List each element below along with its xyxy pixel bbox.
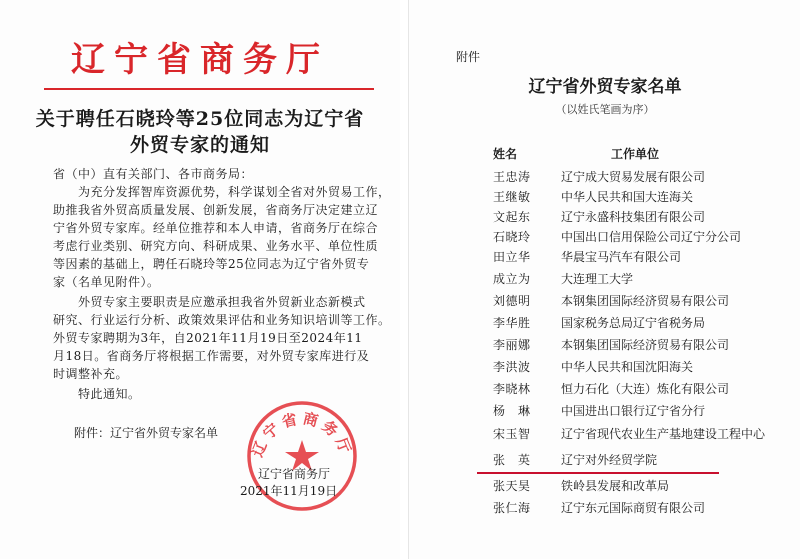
column-header-name: 姓名: [493, 147, 518, 161]
expert-row-highlighted: [409, 451, 800, 471]
expert-row: [409, 402, 800, 422]
letterhead: 辽宁省商务厅: [71, 40, 329, 80]
notice-body-line: 等因素的基础上，聘任石晓玲等25位同志为辽宁省外贸专: [53, 257, 370, 271]
expert-unit: 中国进出口银行辽宁省分行: [561, 404, 706, 418]
expert-unit: 铁岭县发展和改革局: [561, 479, 670, 493]
expert-name: 李晓林: [493, 382, 531, 396]
seal-text: 辽宁省商务厅: [248, 409, 356, 460]
expert-name: 杨 琳: [493, 404, 531, 418]
expert-name: 石晓玲: [493, 230, 531, 244]
expert-unit: 辽宁成大贸易发展有限公司: [561, 170, 706, 184]
notice-body-line: 宁省外贸专家库。经单位推荐和本人申请，省商务厅在综合: [53, 221, 379, 235]
highlight-underline: [477, 472, 719, 474]
expert-name: 张天昊: [493, 479, 531, 493]
notice-body-line: 考虑行业类别、研究方向、科研成果、业务水平、单位性质: [53, 239, 379, 253]
expert-row: [409, 477, 800, 497]
expert-unit: 华晨宝马汽车有限公司: [561, 250, 682, 264]
expert-row: [409, 168, 800, 188]
expert-unit: 恒力石化（大连）炼化有限公司: [561, 382, 730, 396]
notice-title-line-1: 关于聘任石晓玲等25位同志为辽宁省: [35, 108, 365, 130]
expert-row: [409, 314, 800, 334]
expert-name: 刘德明: [493, 294, 531, 308]
expert-row: [409, 380, 800, 400]
expert-row: [409, 248, 800, 268]
notice-title-line-2: 外贸专家的通知: [129, 134, 270, 156]
letterhead-divider: [44, 88, 374, 90]
expert-unit: 本钢集团国际经济贸易有限公司: [561, 294, 730, 308]
expert-unit: 辽宁永盛科技集团有限公司: [561, 210, 706, 224]
notice-body-line: 时调整补充。: [53, 367, 129, 381]
expert-unit: 本钢集团国际经济贸易有限公司: [561, 338, 730, 352]
notice-body-line: 特此通知。: [53, 387, 141, 401]
expert-unit: 辽宁对外经贸学院: [561, 453, 658, 467]
expert-name: 李丽娜: [493, 338, 531, 352]
expert-row: [409, 425, 800, 445]
notice-body-line: 助推我省外贸高质量发展、创新发展，省商务厅决定建立辽: [53, 203, 379, 217]
notice-body-line: 为充分发挥智库资源优势，科学谋划全省对外贸易工作，: [53, 185, 391, 199]
expert-name: 王忠涛: [493, 170, 531, 184]
expert-row: [409, 188, 800, 208]
column-header-unit: 工作单位: [611, 147, 660, 161]
expert-unit: 辽宁省现代农业生产基地建设工程中心: [561, 427, 766, 441]
expert-unit: 中华人民共和国沈阳海关: [561, 360, 694, 374]
expert-row: [409, 228, 800, 248]
expert-unit: 中国出口信用保险公司辽宁分公司: [561, 230, 742, 244]
expert-row: [409, 208, 800, 228]
expert-name: 田立华: [493, 250, 531, 264]
expert-name: 文起东: [493, 210, 531, 224]
expert-name: 李华胜: [493, 316, 531, 330]
list-subtitle: （以姓氏笔画为序）: [555, 103, 655, 116]
expert-row: [409, 499, 800, 519]
attachment-label: 附件: [456, 50, 481, 64]
expert-name: 成立为: [493, 272, 531, 286]
list-title: 辽宁省外贸专家名单: [528, 77, 682, 97]
expert-name: 张 英: [493, 453, 531, 467]
expert-name: 王继敏: [493, 190, 531, 204]
issue-date: 2021年11月19日: [240, 484, 338, 498]
issuer-signature: 辽宁省商务厅: [258, 467, 331, 481]
expert-unit: 辽宁东元国际商贸有限公司: [561, 501, 706, 515]
notice-body-line: 省（中）直有关部门、各市商务局：: [53, 167, 254, 181]
expert-row: [409, 336, 800, 356]
expert-name: 李洪波: [493, 360, 531, 374]
expert-row: [409, 292, 800, 312]
attachment-reference: 附件：辽宁省外贸专家名单: [74, 426, 219, 440]
expert-list-page: [408, 0, 800, 559]
expert-name: 张仁海: [493, 501, 531, 515]
expert-row: [409, 270, 800, 290]
expert-unit: 国家税务总局辽宁省税务局: [561, 316, 706, 330]
notice-body-line: 家（名单见附件）。: [53, 275, 160, 289]
expert-unit: 中华人民共和国大连海关: [561, 190, 694, 204]
notice-body-line: 研究、行业运行分析、政策效果评估和业务知识培训等工作。: [53, 313, 391, 327]
expert-row: [409, 358, 800, 378]
notice-body-line: 外贸专家聘期为3年，自2021年11月19日至2024年11: [53, 331, 363, 345]
notice-body-line: 外贸专家主要职责是应邀承担我省外贸新业态新模式: [53, 295, 366, 309]
notice-body-line: 月18日。省商务厅将根据工作需要，对外贸专家库进行及: [53, 349, 370, 363]
expert-unit: 大连理工大学: [561, 272, 634, 286]
expert-name: 宋玉智: [493, 427, 531, 441]
